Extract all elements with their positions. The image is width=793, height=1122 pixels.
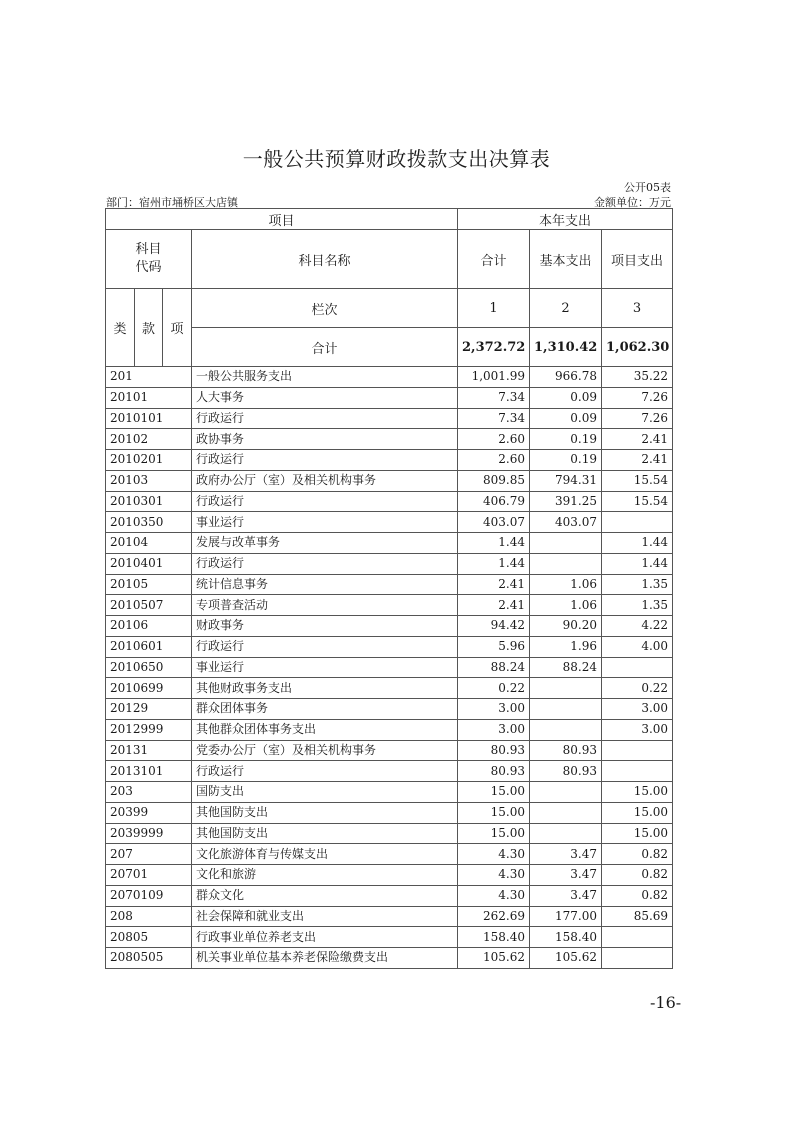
row-total: 0.22 <box>458 678 530 699</box>
sum-label: 合计 <box>192 328 458 367</box>
row-basic <box>530 553 602 574</box>
sum-total: 2,372.72 <box>458 328 530 367</box>
row-basic: 177.00 <box>530 906 602 927</box>
table-row <box>106 616 673 637</box>
table-row <box>106 636 673 657</box>
row-code: 20102 <box>106 429 192 450</box>
row-name: 发展与改革事务 <box>192 533 458 554</box>
row-code: 2010101 <box>106 408 192 429</box>
row-total: 15.00 <box>458 823 530 844</box>
row-code: 2010201 <box>106 450 192 471</box>
header-subject-name: 科目名称 <box>192 230 458 289</box>
row-code: 20701 <box>106 865 192 886</box>
row-project: 0.82 <box>602 865 673 886</box>
row-code: 2012999 <box>106 719 192 740</box>
row-name: 事业运行 <box>192 512 458 533</box>
row-code: 208 <box>106 906 192 927</box>
row-code: 2039999 <box>106 823 192 844</box>
row-code: 20399 <box>106 802 192 823</box>
row-total: 88.24 <box>458 657 530 678</box>
row-code: 2013101 <box>106 761 192 782</box>
row-name: 国防支出 <box>192 782 458 803</box>
row-basic <box>530 802 602 823</box>
row-project: 15.00 <box>602 823 673 844</box>
table-row <box>106 802 673 823</box>
header-col2: 2 <box>530 289 602 328</box>
row-basic: 0.09 <box>530 387 602 408</box>
row-name: 群众文化 <box>192 885 458 906</box>
row-name: 机关事业单位基本养老保险缴费支出 <box>192 948 458 969</box>
row-total: 1.44 <box>458 553 530 574</box>
table-row <box>106 387 673 408</box>
row-name: 党委办公厅（室）及相关机构事务 <box>192 740 458 761</box>
table-row <box>106 678 673 699</box>
header-subject-code-line2: 代码 <box>135 260 162 275</box>
table-row <box>106 699 673 720</box>
row-total: 262.69 <box>458 906 530 927</box>
row-project: 4.00 <box>602 636 673 657</box>
header-xiang: 项 <box>163 289 192 367</box>
table-row <box>106 782 673 803</box>
row-total: 105.62 <box>458 948 530 969</box>
row-basic: 88.24 <box>530 657 602 678</box>
row-project: 7.26 <box>602 408 673 429</box>
row-project: 1.35 <box>602 574 673 595</box>
header-total: 合计 <box>458 230 530 289</box>
row-total: 2.60 <box>458 450 530 471</box>
row-project: 1.35 <box>602 595 673 616</box>
row-code: 20106 <box>106 616 192 637</box>
row-project: 15.54 <box>602 491 673 512</box>
row-name: 行政运行 <box>192 408 458 429</box>
row-total: 158.40 <box>458 927 530 948</box>
row-basic: 0.09 <box>530 408 602 429</box>
row-name: 行政运行 <box>192 553 458 574</box>
row-code: 2010507 <box>106 595 192 616</box>
row-name: 文化旅游体育与传媒支出 <box>192 844 458 865</box>
row-total: 4.30 <box>458 885 530 906</box>
row-basic: 0.19 <box>530 450 602 471</box>
row-name: 社会保障和就业支出 <box>192 906 458 927</box>
row-project <box>602 740 673 761</box>
table-row <box>106 719 673 740</box>
sum-project: 1,062.30 <box>602 328 673 367</box>
sum-row <box>106 328 673 367</box>
row-total: 2.41 <box>458 595 530 616</box>
row-code: 20805 <box>106 927 192 948</box>
header-kuan: 款 <box>135 289 163 367</box>
header-lei: 类 <box>106 289 135 367</box>
row-total: 403.07 <box>458 512 530 533</box>
row-name: 行政运行 <box>192 491 458 512</box>
row-basic <box>530 719 602 740</box>
row-project: 85.69 <box>602 906 673 927</box>
table-row <box>106 408 673 429</box>
row-basic: 158.40 <box>530 927 602 948</box>
row-total: 4.30 <box>458 844 530 865</box>
row-total: 406.79 <box>458 491 530 512</box>
row-name: 行政运行 <box>192 636 458 657</box>
row-project: 0.82 <box>602 885 673 906</box>
row-code: 2010601 <box>106 636 192 657</box>
row-total: 80.93 <box>458 761 530 782</box>
row-basic: 80.93 <box>530 740 602 761</box>
table-row <box>106 761 673 782</box>
row-code: 2010350 <box>106 512 192 533</box>
row-name: 行政事业单位养老支出 <box>192 927 458 948</box>
header-subject-code-line1: 科目 <box>135 242 162 257</box>
row-code: 2010650 <box>106 657 192 678</box>
table-row <box>106 574 673 595</box>
row-total: 5.96 <box>458 636 530 657</box>
row-code: 20104 <box>106 533 192 554</box>
table-row <box>106 429 673 450</box>
table-row <box>106 657 673 678</box>
row-basic: 1.06 <box>530 574 602 595</box>
row-total: 1,001.99 <box>458 367 530 388</box>
row-total: 1.44 <box>458 533 530 554</box>
row-project: 15.00 <box>602 802 673 823</box>
header-basic: 基本支出 <box>530 230 602 289</box>
row-code: 2010401 <box>106 553 192 574</box>
row-project: 3.00 <box>602 719 673 740</box>
page-number: -16- <box>650 993 682 1012</box>
table-row <box>106 844 673 865</box>
row-name: 一般公共服务支出 <box>192 367 458 388</box>
row-name: 事业运行 <box>192 657 458 678</box>
row-name: 统计信息事务 <box>192 574 458 595</box>
row-project: 7.26 <box>602 387 673 408</box>
row-name: 行政运行 <box>192 761 458 782</box>
page-title: 一般公共预算财政拨款支出决算表 <box>242 147 551 171</box>
table-row <box>106 553 673 574</box>
table-row <box>106 865 673 886</box>
row-code: 20105 <box>106 574 192 595</box>
row-code: 207 <box>106 844 192 865</box>
row-basic <box>530 782 602 803</box>
header-column-no: 栏次 <box>192 289 458 328</box>
row-basic <box>530 678 602 699</box>
row-project: 35.22 <box>602 367 673 388</box>
row-name: 其他群众团体事务支出 <box>192 719 458 740</box>
header-current-year-expense: 本年支出 <box>458 209 673 230</box>
row-basic <box>530 699 602 720</box>
row-total: 2.60 <box>458 429 530 450</box>
row-total: 7.34 <box>458 387 530 408</box>
row-basic: 3.47 <box>530 865 602 886</box>
table-row <box>106 367 673 388</box>
department-label: 部门：宿州市埇桥区大店镇 <box>106 196 238 209</box>
header-project-expense: 项目支出 <box>602 230 673 289</box>
row-project: 1.44 <box>602 533 673 554</box>
row-name: 财政事务 <box>192 616 458 637</box>
expense-table <box>105 208 673 969</box>
row-project <box>602 512 673 533</box>
row-total: 809.85 <box>458 470 530 491</box>
table-row <box>106 450 673 471</box>
row-basic: 1.96 <box>530 636 602 657</box>
table-row <box>106 948 673 969</box>
header-row-2 <box>106 230 673 289</box>
row-name: 政府办公厅（室）及相关机构事务 <box>192 470 458 491</box>
table-row <box>106 885 673 906</box>
row-basic: 391.25 <box>530 491 602 512</box>
header-project: 项目 <box>106 209 458 230</box>
row-name: 人大事务 <box>192 387 458 408</box>
row-project: 15.00 <box>602 782 673 803</box>
row-code: 20103 <box>106 470 192 491</box>
table-row <box>106 491 673 512</box>
row-basic: 90.20 <box>530 616 602 637</box>
row-code: 2010699 <box>106 678 192 699</box>
row-name: 文化和旅游 <box>192 865 458 886</box>
row-code: 20101 <box>106 387 192 408</box>
table-row <box>106 906 673 927</box>
row-project <box>602 761 673 782</box>
table-row <box>106 470 673 491</box>
row-project: 0.22 <box>602 678 673 699</box>
row-total: 3.00 <box>458 719 530 740</box>
row-project: 0.82 <box>602 844 673 865</box>
row-basic: 3.47 <box>530 844 602 865</box>
row-code: 203 <box>106 782 192 803</box>
row-name: 政协事务 <box>192 429 458 450</box>
row-total: 15.00 <box>458 802 530 823</box>
table-row <box>106 533 673 554</box>
row-project: 4.22 <box>602 616 673 637</box>
row-basic <box>530 533 602 554</box>
row-project: 1.44 <box>602 553 673 574</box>
row-code: 2010301 <box>106 491 192 512</box>
row-basic: 0.19 <box>530 429 602 450</box>
table-row <box>106 927 673 948</box>
header-col1: 1 <box>458 289 530 328</box>
row-basic: 403.07 <box>530 512 602 533</box>
row-total: 4.30 <box>458 865 530 886</box>
row-project: 2.41 <box>602 450 673 471</box>
header-row-1 <box>106 209 673 230</box>
header-row-3 <box>106 289 673 328</box>
row-project <box>602 927 673 948</box>
table-row <box>106 595 673 616</box>
row-basic: 80.93 <box>530 761 602 782</box>
row-basic: 1.06 <box>530 595 602 616</box>
row-code: 2070109 <box>106 885 192 906</box>
form-number: 公开05表 <box>624 181 671 194</box>
table-row <box>106 512 673 533</box>
row-project <box>602 657 673 678</box>
row-basic <box>530 823 602 844</box>
row-code: 2080505 <box>106 948 192 969</box>
row-basic: 794.31 <box>530 470 602 491</box>
row-basic: 105.62 <box>530 948 602 969</box>
row-project: 15.54 <box>602 470 673 491</box>
row-total: 2.41 <box>458 574 530 595</box>
row-total: 15.00 <box>458 782 530 803</box>
row-total: 3.00 <box>458 699 530 720</box>
row-total: 7.34 <box>458 408 530 429</box>
row-name: 其他国防支出 <box>192 802 458 823</box>
table-row <box>106 740 673 761</box>
amount-unit-label: 金额单位：万元 <box>594 196 671 209</box>
sum-basic: 1,310.42 <box>530 328 602 367</box>
row-total: 94.42 <box>458 616 530 637</box>
row-name: 群众团体事务 <box>192 699 458 720</box>
row-project <box>602 948 673 969</box>
row-name: 行政运行 <box>192 450 458 471</box>
header-subject-code <box>106 230 192 289</box>
row-code: 20129 <box>106 699 192 720</box>
row-project: 2.41 <box>602 429 673 450</box>
row-basic: 966.78 <box>530 367 602 388</box>
row-code: 201 <box>106 367 192 388</box>
row-name: 其他国防支出 <box>192 823 458 844</box>
row-code: 20131 <box>106 740 192 761</box>
row-total: 80.93 <box>458 740 530 761</box>
row-project: 3.00 <box>602 699 673 720</box>
table-row <box>106 823 673 844</box>
row-basic: 3.47 <box>530 885 602 906</box>
row-name: 专项普查活动 <box>192 595 458 616</box>
row-name: 其他财政事务支出 <box>192 678 458 699</box>
header-col3: 3 <box>602 289 673 328</box>
